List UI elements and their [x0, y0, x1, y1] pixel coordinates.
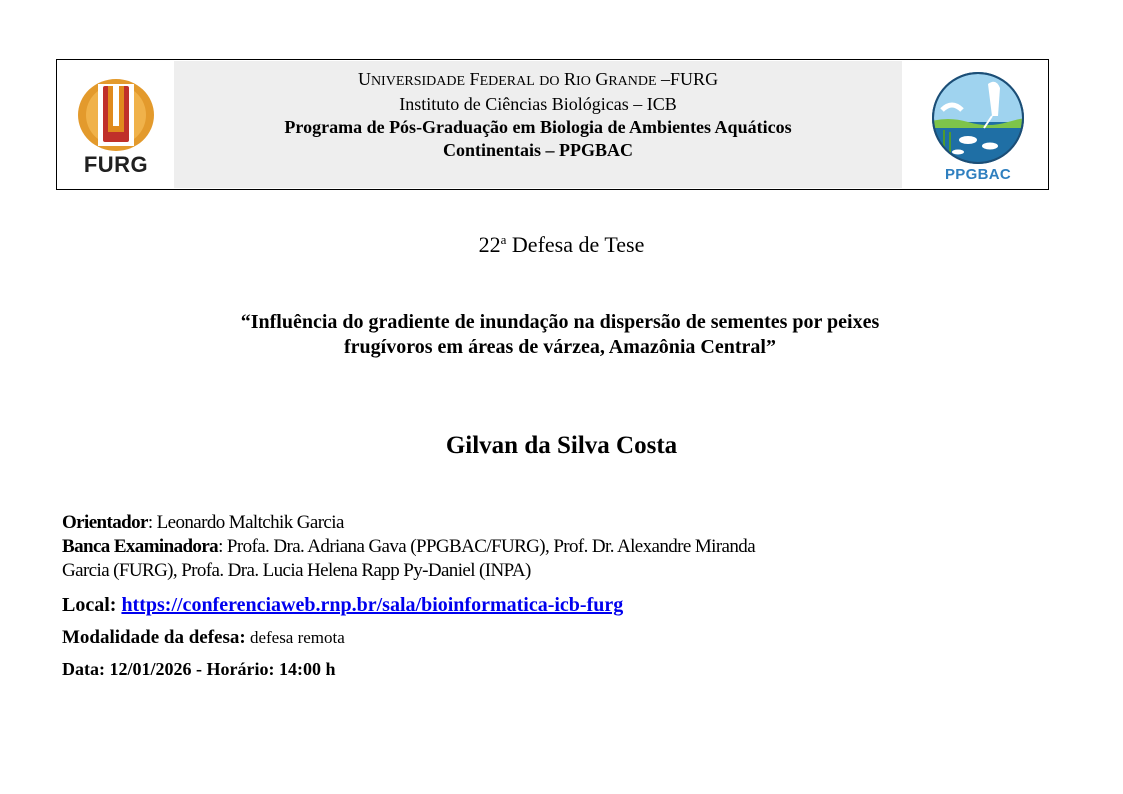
committee-row	[62, 535, 1052, 559]
committee-value-line1: : Profa. Dra. Adriana Gava (PPGBAC/FURG), Prof. Dr. Alexandre Miranda	[218, 536, 756, 557]
institute-name: Instituto de Ciências Biológicas – ICB	[399, 94, 677, 114]
modality-label: Modalidade da defesa:	[62, 627, 246, 648]
advisor-value: : Leonardo Maltchik Garcia	[147, 512, 344, 533]
ppgbac-logo	[928, 70, 1028, 188]
ppgbac-logo-text: PPGBAC	[945, 166, 1011, 183]
header-box	[56, 59, 1049, 190]
program-name-line1: Programa de Pós-Graduação em Biologia de Ambientes Aquáticos	[284, 117, 792, 137]
committee-value-line2: Garcia (FURG), Profa. Dra. Lucia Helena Rapp Py-Daniel (INPA)	[62, 560, 531, 581]
furg-logo-text: FURG	[83, 152, 149, 177]
date-time-row: Data: 12/01/2026 - Horário: 14:00 h	[62, 659, 336, 679]
header-text	[174, 68, 902, 162]
committee-label: Banca Examinadora	[62, 536, 219, 557]
furg-emblem-icon	[73, 78, 159, 152]
advisor-label: Orientador	[62, 512, 148, 533]
location-link[interactable]: https://conferenciaweb.rnp.br/sala/bioinformatica-icb-furg	[121, 594, 624, 616]
location-row	[62, 592, 1052, 618]
furg-logo	[73, 78, 159, 178]
thesis-title-line1: “Influência do gradiente de inundação na dispersão de sementes por peixes	[240, 311, 880, 333]
ppgbac-emblem-icon	[928, 70, 1028, 166]
location-label: Local:	[62, 594, 122, 616]
defense-details	[62, 511, 1052, 681]
modality-row	[62, 626, 1052, 650]
thesis-title-line2: frugívoros em áreas de várzea, Amazônia Central”	[344, 336, 776, 358]
defense-heading: 22$^a$ Defesa de Tese	[478, 232, 645, 257]
program-name-line2: Continentais – PPGBAC	[442, 140, 633, 160]
university-name: UNIVERSIDADE FEDERAL DO RIO GRANDE –FURG	[357, 69, 719, 89]
advisor-row	[62, 511, 1052, 535]
author-name: Gilvan da Silva Costa	[445, 432, 678, 459]
modality-value: defesa remota	[245, 628, 345, 647]
thesis-title	[120, 310, 1000, 360]
